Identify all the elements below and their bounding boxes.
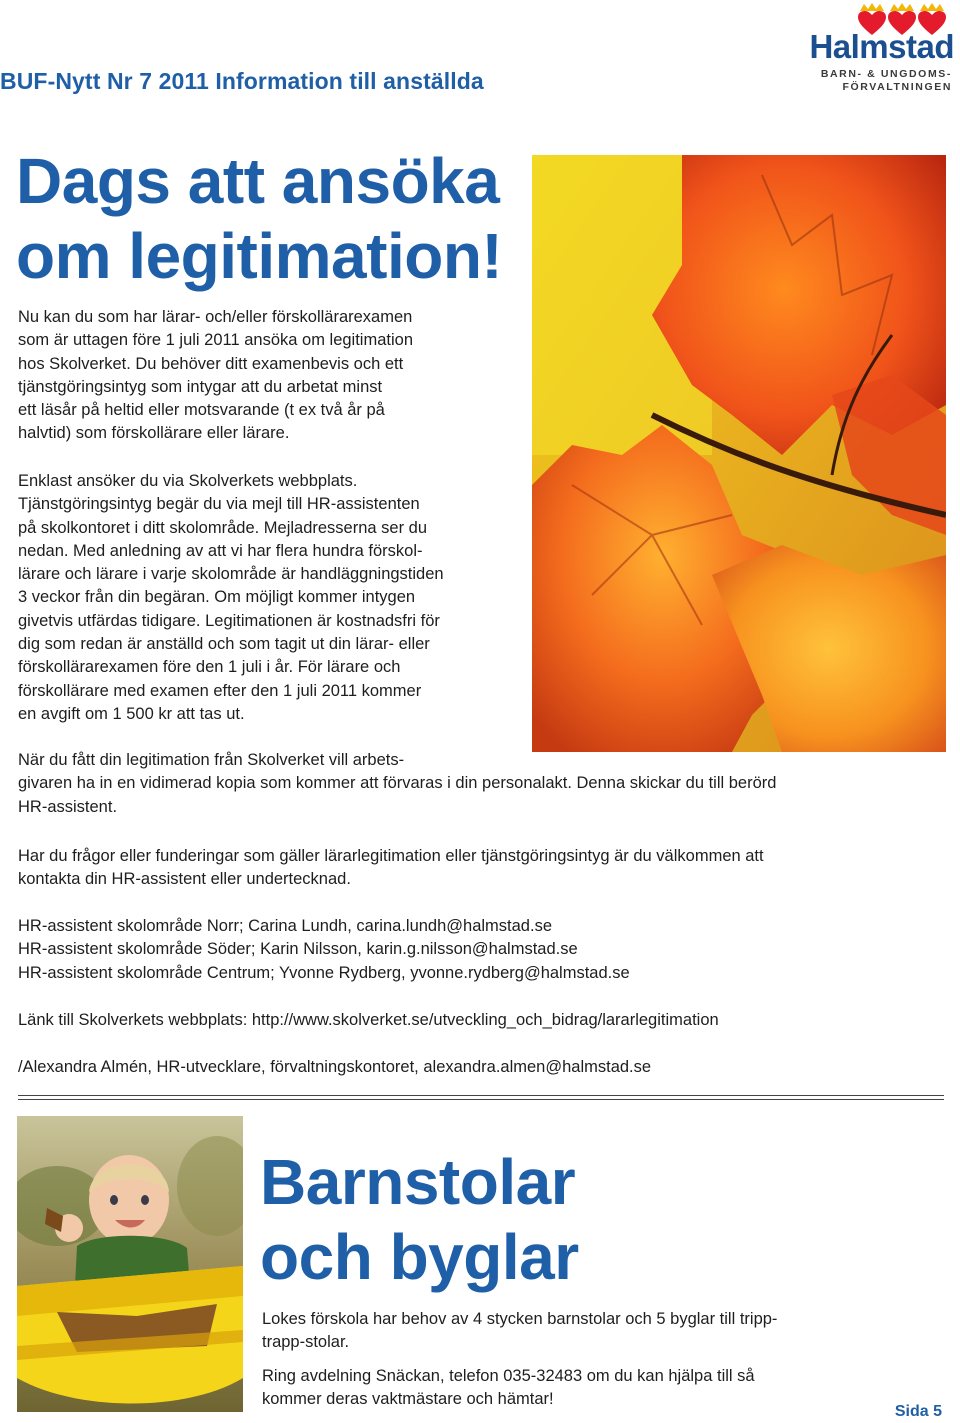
text-line: tjänstgöringsintyg som intygar att du arbetat minst	[18, 377, 383, 396]
logo-subtitle-line1: BARN- & UNGDOMS-	[820, 68, 952, 80]
author-signature[interactable]: /Alexandra Almén, HR-utvecklare, förvaltningskontoret, alexandra.almen@halmstad.se	[18, 1058, 652, 1076]
skolverket-link[interactable]: Länk till Skolverkets webbplats: http://www.skolverket.se/utveckling_och_bidrag/lararlegitimation	[18, 1011, 719, 1029]
text-line: en avgift om 1 500 kr att tas ut.	[18, 704, 245, 723]
text-line: på skolkontoret i ditt skolområde. Mejladresserna ser du	[18, 518, 428, 537]
text-line: Har du frågor eller funderingar som gäller lärarlegitimation eller tjänstgöringsintyg är du välkommen att	[18, 847, 764, 865]
article-intro-paragraph	[18, 306, 413, 446]
text-line: halvtid) som förskollärare eller lärare.	[18, 424, 290, 443]
text-line: lärare och lärare i varje skolområde är handläggningstiden	[18, 565, 444, 584]
newsletter-header-title: BUF-Nytt Nr 7 2011 Information till anställda	[0, 68, 484, 94]
article-headline: Dags att ansöka	[16, 145, 500, 217]
article-paragraph	[18, 845, 764, 892]
text-line: som är uttagen före 1 juli 2011 ansöka om legitimation	[18, 331, 414, 350]
text-line: kontakta din HR-assistent eller undertecknad.	[18, 870, 351, 889]
text-line: 3 veckor från din begäran. Om möjligt kommer intygen	[18, 588, 416, 607]
article-headline: om legitimation!	[16, 220, 503, 292]
text-line: trapp-stolar.	[262, 1333, 350, 1352]
page-number: Sida 5	[894, 1403, 942, 1420]
crown-icon	[860, 3, 944, 11]
article-headline: och byglar	[260, 1221, 579, 1293]
text-line: nedan. Med anledning av att vi har flera hundra förskol-	[18, 541, 423, 560]
contact-list	[18, 915, 630, 985]
text-line: givetvis utfärdas tidigare. Legitimationen är kostnadsfri för	[18, 611, 440, 630]
contact-line[interactable]: HR-assistent skolområde Centrum; Yvonne Rydberg, yvonne.rydberg@halmstad.se	[18, 963, 630, 982]
halmstad-logo	[804, 2, 954, 94]
text-line: dig som redan är anställd och som tagit ut din lärar- eller	[18, 635, 430, 654]
text-line: Ring avdelning Snäckan, telefon 035-32483 om du kan hjälpa till så	[262, 1367, 755, 1385]
text-line: givaren ha in en vidimerad kopia som kommer att förvaras i din personalakt. Denna skickar du till berörd	[18, 774, 777, 793]
text-line: När du fått din legitimation från Skolverket vill arbets-	[18, 751, 405, 769]
article-paragraph	[18, 470, 444, 726]
text-line: HR-assistent.	[18, 797, 118, 816]
text-line: hos Skolverket. Du behöver ditt examenbevis och ett	[18, 354, 404, 373]
article-headline: Barnstolar	[260, 1146, 576, 1218]
text-line: förskollärare med examen efter den 1 juli 2011 kommer	[18, 681, 422, 700]
child-in-wheelbarrow-photo	[17, 1116, 243, 1412]
text-line: ett läsår på heltid eller motsvarande (t ex två år på	[18, 401, 385, 420]
text-line: Tjänstgöringsintyg begär du via mejl till HR-assistenten	[18, 495, 420, 514]
logo-wordmark: Halmstad	[809, 28, 954, 65]
text-line: förskollärarexamen före den 1 juli i år. För lärare och	[18, 658, 401, 677]
logo-subtitle-line2: FÖRVALTNINGEN	[842, 81, 952, 93]
contact-line[interactable]: HR-assistent skolområde Söder; Karin Nilsson, karin.g.nilsson@halmstad.se	[18, 940, 578, 959]
text-line: Enklast ansöker du via Skolverkets webbplats.	[18, 472, 358, 490]
autumn-leaves-photo	[532, 155, 946, 752]
text-line: Lokes förskola har behov av 4 stycken barnstolar och 5 byglar till tripp-	[262, 1310, 778, 1328]
section-divider	[18, 1095, 944, 1100]
article-paragraph	[262, 1365, 755, 1412]
text-line: Nu kan du som har lärar- och/eller förskollärarexamen	[18, 308, 413, 326]
contact-line[interactable]: HR-assistent skolområde Norr; Carina Lundh, carina.lundh@halmstad.se	[18, 917, 552, 935]
article-paragraph	[262, 1308, 777, 1355]
article-paragraph	[18, 749, 776, 819]
text-line: kommer deras vaktmästare och hämtar!	[262, 1390, 554, 1409]
